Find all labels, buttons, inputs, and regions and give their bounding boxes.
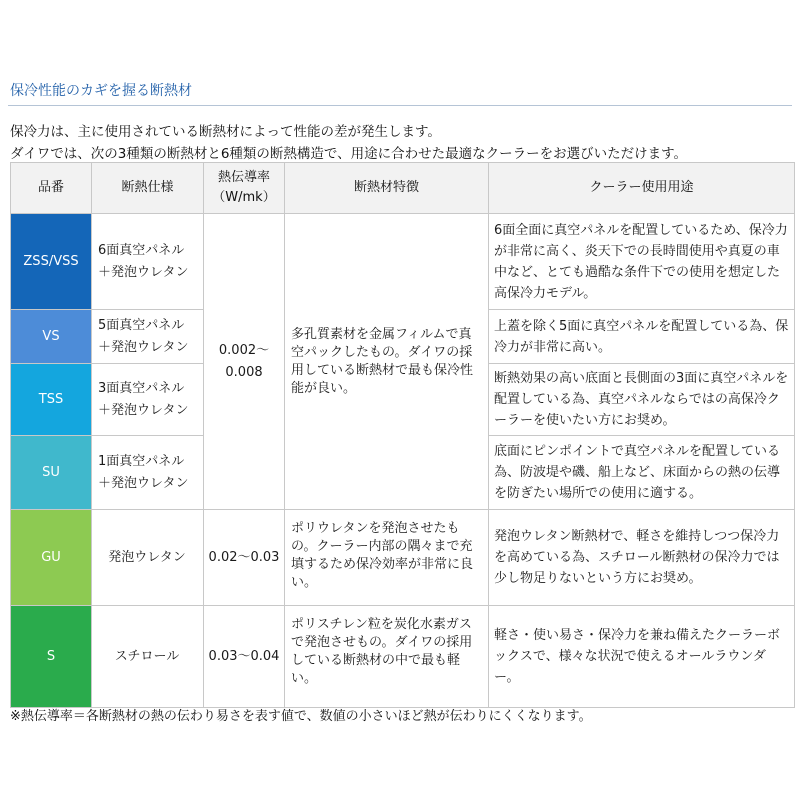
insulation-table bbox=[10, 162, 795, 708]
spec-cell: スチロール bbox=[92, 606, 204, 708]
product-code: TSS bbox=[11, 364, 92, 436]
conductivity-value: 0.008 bbox=[225, 364, 263, 380]
table-header-row bbox=[11, 163, 795, 214]
usage-cell: 軽さ・使い易さ・保冷力を兼ね備えたクーラーボックスで、様々な状況で使えるオールラウンダー。 bbox=[489, 606, 795, 708]
table-row bbox=[11, 606, 795, 708]
conductivity-vacuum bbox=[204, 214, 285, 510]
product-code: VS bbox=[11, 310, 92, 364]
spec-cell bbox=[92, 310, 204, 364]
usage-cell: 上蓋を除く5面に真空パネルを配置している為、保冷力が非常に高い。 bbox=[489, 310, 795, 364]
header-conductivity-label: 熱伝導率 bbox=[217, 170, 270, 185]
table-row bbox=[11, 214, 795, 310]
usage-text: 底面にピンポイントで真空パネルを配置している為、防波堤や磯、船上など、床面からの熱の伝導を防ぎたい場所での使用に適する。 bbox=[494, 444, 781, 501]
spec-line: ＋発泡ウレタン bbox=[98, 475, 189, 491]
intro-line-2: ダイワでは、次の3種類の断熱材と6種類の断熱構造で、用途に合わせた最適なクーラーをお選びいただけます。 bbox=[10, 146, 688, 162]
conductivity-urethane: 0.02〜0.03 bbox=[204, 510, 285, 606]
usage-cell: 6面全面に真空パネルを配置しているため、保冷力が非常に高く、炎天下での長時間使用や真夏の車中など、とても過酷な条件下での使用を想定した高保冷力モデル。 bbox=[489, 214, 795, 310]
spec-cell bbox=[92, 436, 204, 510]
usage-cell bbox=[489, 436, 795, 510]
header-code: 品番 bbox=[11, 163, 92, 214]
header-conductivity bbox=[204, 163, 285, 214]
table-row bbox=[11, 510, 795, 606]
section-divider bbox=[8, 105, 792, 106]
usage-cell: 断熱効果の高い底面と長側面の3面に真空パネルを配置している為、真空パネルならではの高保冷クーラーを使いたい方にお奨め。 bbox=[489, 364, 795, 436]
product-code: ZSS/VSS bbox=[11, 214, 92, 310]
conductivity-styrofoam: 0.03〜0.04 bbox=[204, 606, 285, 708]
spec-cell: 発泡ウレタン bbox=[92, 510, 204, 606]
header-spec: 断熱仕様 bbox=[92, 163, 204, 214]
section-title: 保冷性能のカギを握る断熱材 bbox=[10, 83, 192, 99]
spec-line: ＋発泡ウレタン bbox=[98, 264, 189, 280]
footnote: ※熱伝導率＝各断熱材の熱の伝わり易さを表す値で、数値の小さいほど熱が伝わりにくくなります。 bbox=[10, 709, 592, 724]
conductivity-value: 0.002〜 bbox=[218, 342, 270, 358]
spec-cell bbox=[92, 364, 204, 436]
feature-urethane: ポリウレタンを発泡させたもの。クーラー内部の隅々まで充填するため保冷効率が非常に良い。 bbox=[285, 510, 489, 606]
feature-styrofoam: ポリスチレン粒を炭化水素ガスで発泡させもの。ダイワの採用している断熱材の中で最も軽い。 bbox=[285, 606, 489, 708]
spec-line: 3面真空パネル bbox=[98, 380, 185, 396]
header-usage: クーラー使用用途 bbox=[489, 163, 795, 214]
spec-cell bbox=[92, 214, 204, 310]
spec-line: 1面真空パネル bbox=[98, 453, 185, 469]
product-code: SU bbox=[11, 436, 92, 510]
spec-line: ＋発泡ウレタン bbox=[98, 339, 189, 355]
product-code: S bbox=[11, 606, 92, 708]
usage-cell: 発泡ウレタン断熱材で、軽さを維持しつつ保冷力を高めている為、スチロール断熱材の保冷力では少し物足りないという方にお奨め。 bbox=[489, 510, 795, 606]
product-code: GU bbox=[11, 510, 92, 606]
intro-line-1: 保冷力は、主に使用されている断熱材によって性能の差が発生します。 bbox=[10, 124, 441, 140]
feature-vacuum: 多孔質素材を金属フィルムで真空パックしたもの。ダイワの採用している断熱材で最も保冷性能が良い。 bbox=[285, 214, 489, 510]
spec-line: ＋発泡ウレタン bbox=[98, 402, 189, 418]
spec-line: 5面真空パネル bbox=[98, 317, 185, 333]
header-feature: 断熱材特徴 bbox=[285, 163, 489, 214]
header-conductivity-unit: （W/mk） bbox=[212, 190, 276, 205]
spec-line: 6面真空パネル bbox=[98, 242, 185, 258]
